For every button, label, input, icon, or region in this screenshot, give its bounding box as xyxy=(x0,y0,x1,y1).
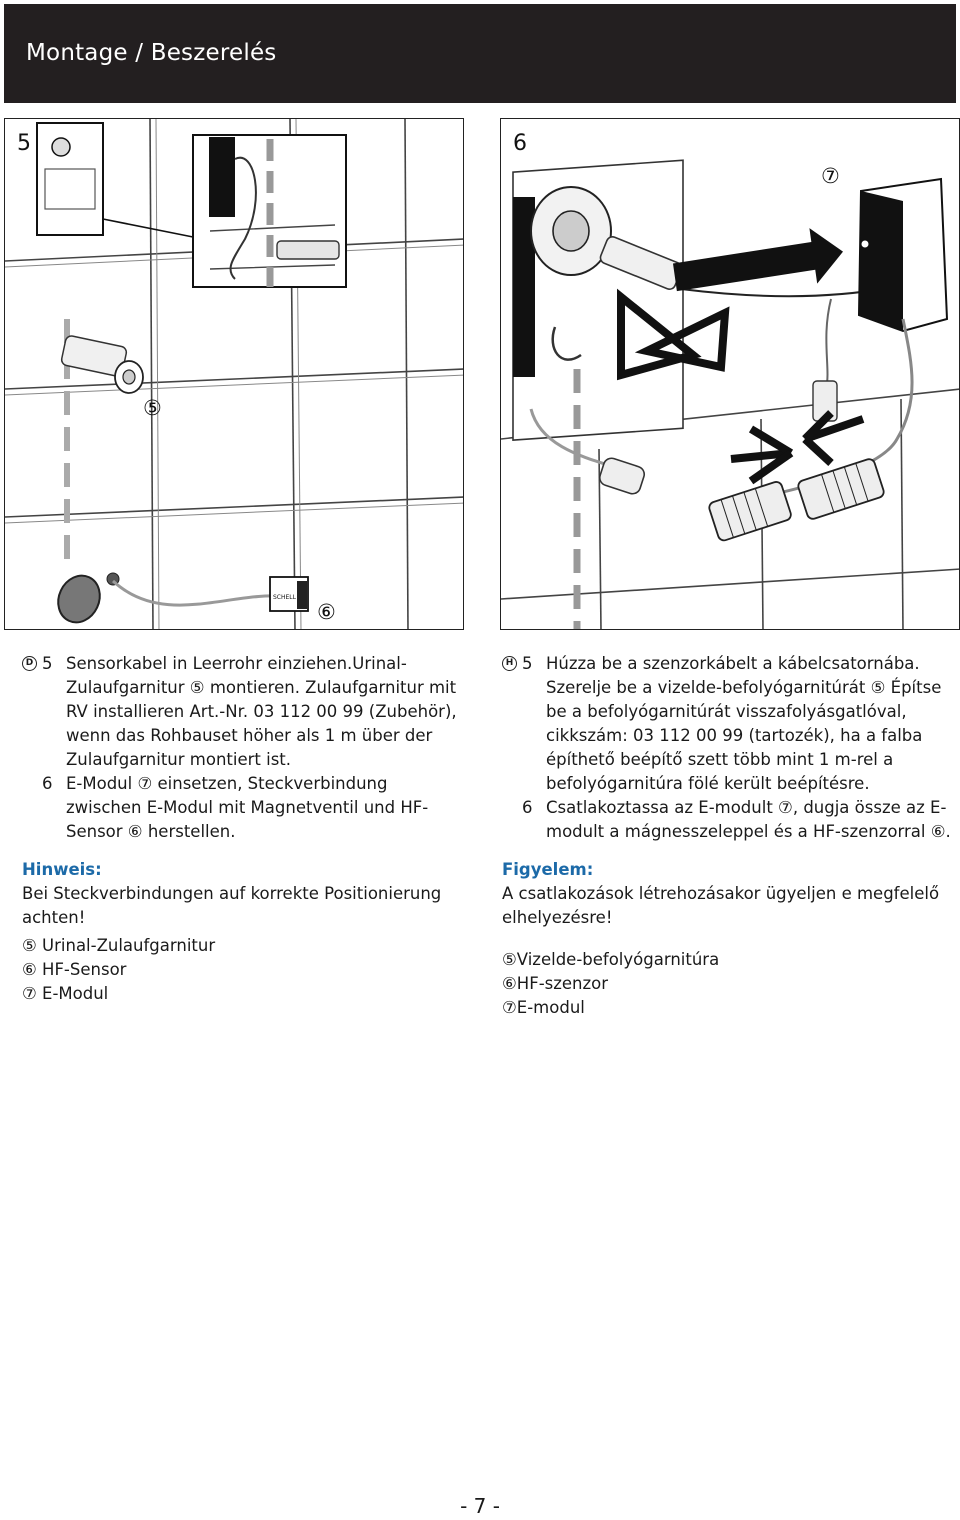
step-text: Húzza be a szenzorkábelt a kábelcsatornába. Szerelje be a vizelde-befolyógarnitúrát ⑤ Építse be a befolyógarnitúrát visszafolyásgatlóval, cikkszám: 03 112 00 99 (tartozék), ha a falba építhető beépítő szett több mint 1 m-rel a befolyógarnitúra fölé került beépítésre. xyxy=(546,654,942,793)
german-language-badge: D xyxy=(22,656,37,671)
german-legend xyxy=(22,934,462,1006)
hungarian-legend xyxy=(502,948,957,1020)
step-text: Sensorkabel in Leerrohr einziehen.Urinal-Zulaufgarnitur ⑤ montieren. Zulaufgarnitur mit RV installieren Art.-Nr. 03 112 00 99 (Zubehör), wenn das Rohbauset höher als 1 m über der Zulaufgarnitur montiert ist. xyxy=(66,654,457,769)
figure-5-drawing xyxy=(5,119,464,630)
step-number: 6 xyxy=(522,798,533,817)
step-text: E-Modul ⑦ einsetzen, Steckverbindung zwischen E-Modul mit Magnetventil und HF-Sensor ⑥ herstellen. xyxy=(66,774,429,841)
step-text: Csatlakoztassa az E-modult ⑦, dugja össze az E-modult a mágnesszeleppel és a HF-szenzorral ⑥. xyxy=(546,798,951,841)
figure-6-illustration xyxy=(500,118,960,630)
figure-6-number: 6 xyxy=(513,131,527,156)
german-step-5 xyxy=(22,652,462,772)
figure-5-illustration xyxy=(4,118,464,630)
hungarian-language-badge: H xyxy=(502,656,517,671)
page-title: Montage / Beszerelés xyxy=(26,40,277,66)
hungarian-notice-heading: Figyelem: xyxy=(502,860,594,879)
figure-5-label-5: ⑤ xyxy=(143,396,162,420)
legend-item: ⑦ E-Modul xyxy=(22,984,109,1003)
step-number: 5 xyxy=(42,654,53,673)
hungarian-notice-text: A csatlakozások létrehozásakor ügyeljen e megfelelő elhelyezésre! xyxy=(502,884,940,927)
german-notice-text: Bei Steckverbindungen auf korrekte Positionierung achten! xyxy=(22,884,442,927)
figure-6-label-7: ⑦ xyxy=(821,164,840,188)
figure-5-number: 5 xyxy=(17,131,31,156)
hungarian-instructions xyxy=(502,652,957,1020)
legend-item: ⑦E-modul xyxy=(502,998,585,1017)
legend-item: ⑤ Urinal-Zulaufgarnitur xyxy=(22,936,216,955)
step-number: 5 xyxy=(522,654,533,673)
legend-item: ⑥ HF-Sensor xyxy=(22,960,127,979)
page-number: - 7 - xyxy=(460,1494,500,1518)
hungarian-step-5 xyxy=(502,652,957,796)
page-header xyxy=(4,4,956,103)
step-number: 6 xyxy=(42,774,53,793)
figure-6-drawing xyxy=(501,119,960,630)
legend-item: ⑥HF-szenzor xyxy=(502,974,609,993)
german-step-6 xyxy=(22,772,462,844)
figure-5-label-6: ⑥ xyxy=(317,600,336,624)
german-instructions xyxy=(22,652,462,1006)
legend-item: ⑤Vizelde-befolyógarnitúra xyxy=(502,950,720,969)
sensor-box-label: SCHELL xyxy=(273,594,296,601)
hungarian-step-6 xyxy=(502,796,957,844)
german-notice-heading: Hinweis: xyxy=(22,860,102,879)
